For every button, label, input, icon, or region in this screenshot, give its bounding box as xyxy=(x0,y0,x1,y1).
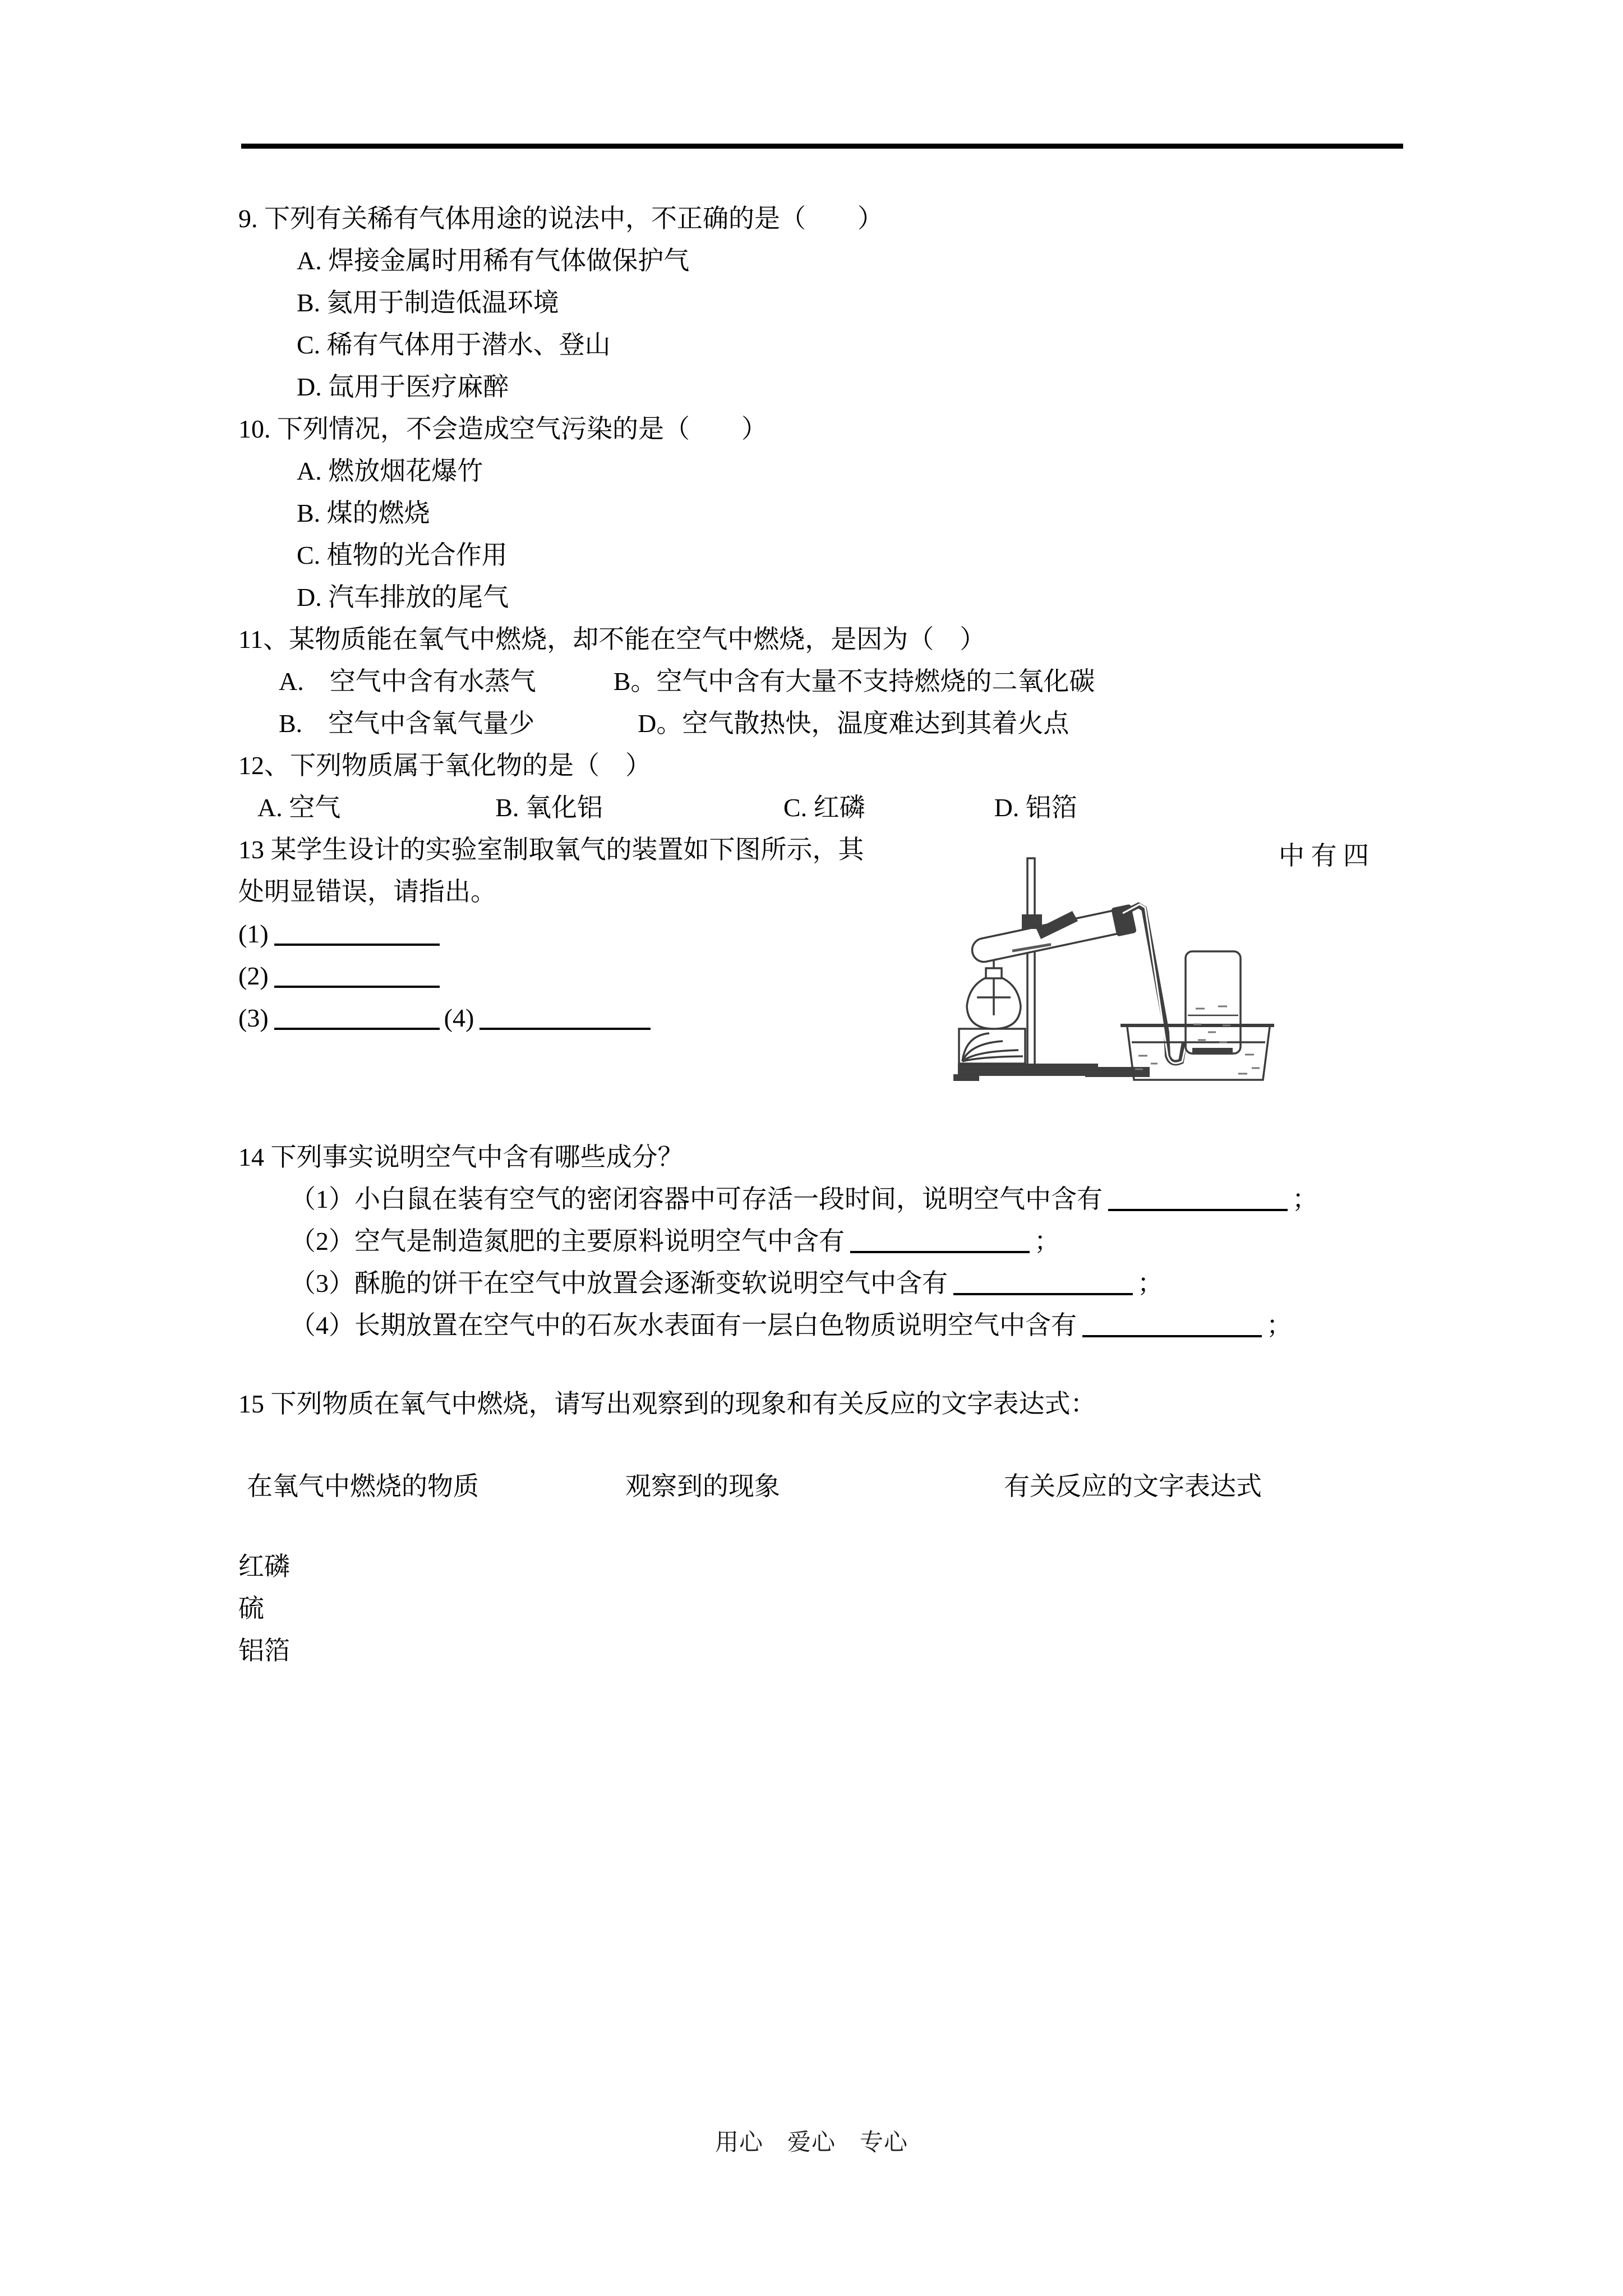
question-12-title: 12、下列物质属于氧化物的是（ ） xyxy=(238,751,651,780)
answer-blank xyxy=(1082,1335,1262,1337)
table-row-red-phosphorus: 红磷 xyxy=(238,1552,290,1581)
water-speckles xyxy=(1135,1055,1260,1074)
question-9-option-d: D. 氙用于医疗麻醉 xyxy=(297,372,509,401)
item-text: （4）长期放置在空气中的石灰水表面有一层白色物质说明空气中含有 xyxy=(290,1311,1077,1340)
question-10-title: 10. 下列情况，不会造成空气污染的是（ ） xyxy=(238,415,767,443)
table-header-substance: 在氧气中燃烧的物质 xyxy=(247,1472,479,1501)
answer-blank xyxy=(274,944,440,946)
answer-blank xyxy=(953,1293,1133,1295)
answer-blank xyxy=(850,1251,1030,1253)
question-10-option-b: B. 煤的燃烧 xyxy=(297,499,430,527)
question-13-title-right-fragment: 中 有 四 xyxy=(1279,841,1369,870)
footer-motto: 用心 爱心 专心 xyxy=(714,2130,908,2156)
question-14-title: 14 下列事实说明空气中含有哪些成分？ xyxy=(238,1143,684,1171)
item-suffix: ； xyxy=(1292,1185,1318,1213)
oxygen-preparation-apparatus-diagram xyxy=(942,847,1279,1083)
table-row-aluminum-foil: 铝箔 xyxy=(238,1636,290,1665)
item-text: （3）酥脆的饼干在空气中放置会逐渐变软说明空气中含有 xyxy=(290,1269,948,1297)
question-9-title: 9. 下列有关稀有气体用途的说法中，不正确的是（ ） xyxy=(238,204,883,233)
gas-collecting-bottle-icon xyxy=(1186,951,1241,1055)
question-11-title: 11、某物质能在氧气中燃烧，却不能在空气中燃烧，是因为（ ） xyxy=(238,625,986,654)
answer-blank xyxy=(274,986,440,988)
question-11-option-row-2: B. 空气中含氧气量少 D。空气散热快，温度难达到其着火点 xyxy=(279,709,1069,738)
blank-label: (4) xyxy=(444,1004,474,1032)
table-header-phenomenon: 观察到的现象 xyxy=(625,1472,780,1501)
answer-blank xyxy=(1108,1209,1288,1211)
question-14-item-3 xyxy=(290,1262,1461,1304)
question-13-title-line-2: 处明显错误，请指出。 xyxy=(238,877,496,906)
question-15-table-header xyxy=(238,1465,1461,1507)
header-rule xyxy=(241,144,1403,149)
question-10-option-d: D. 汽车排放的尾气 xyxy=(297,583,509,611)
answer-blank xyxy=(479,1028,651,1030)
bottle-mouth-icon xyxy=(1192,1048,1233,1055)
item-suffix: ； xyxy=(1137,1269,1163,1297)
table-row-sulfur: 硫 xyxy=(238,1594,264,1623)
question-14-item-2 xyxy=(290,1220,1461,1262)
question-14-item-1 xyxy=(290,1178,1461,1220)
wood-block-icon xyxy=(959,1029,1025,1064)
question-10-option-c: C. 植物的光合作用 xyxy=(297,541,508,569)
blank-label: (1) xyxy=(238,919,269,948)
test-tube-icon xyxy=(970,904,1137,967)
question-9-option-a: A. 焊接金属时用稀有气体做保护气 xyxy=(297,246,690,275)
blank-label: (2) xyxy=(238,961,269,990)
item-text: （1）小白鼠在装有空气的密闭容器中可存活一段时间，说明空气中含有 xyxy=(290,1185,1103,1213)
question-9-option-b: B. 氦用于制造低温环境 xyxy=(297,288,559,317)
item-text: （2）空气是制造氮肥的主要原料说明空气中含有 xyxy=(290,1227,845,1255)
question-14-item-4 xyxy=(290,1304,1461,1346)
item-suffix: ； xyxy=(1034,1227,1060,1255)
blank-label: (3) xyxy=(238,1004,269,1032)
item-suffix: ； xyxy=(1266,1311,1292,1340)
question-13-title-text: 13 某学生设计的实验室制取氧气的装置如下图所示，其 xyxy=(238,835,864,864)
question-15-title: 15 下列物质在氧气中燃烧，请写出观察到的现象和有关反应的文字表达式： xyxy=(238,1389,1096,1418)
question-10-option-a: A. 燃放烟花爆竹 xyxy=(297,457,483,485)
question-11-option-row-1: A. 空气中含有水蒸气 B。空气中含有大量不支持燃烧的二氧化碳 xyxy=(279,667,1095,696)
question-12-option-row: A. 空气 B. 氧化铝 C. 红磷 D. 铝箔 xyxy=(257,793,1077,822)
question-9-option-c: C. 稀有气体用于潜水、登山 xyxy=(297,330,611,359)
table-header-expression: 有关反应的文字表达式 xyxy=(1004,1472,1262,1501)
answer-blank xyxy=(274,1028,440,1030)
